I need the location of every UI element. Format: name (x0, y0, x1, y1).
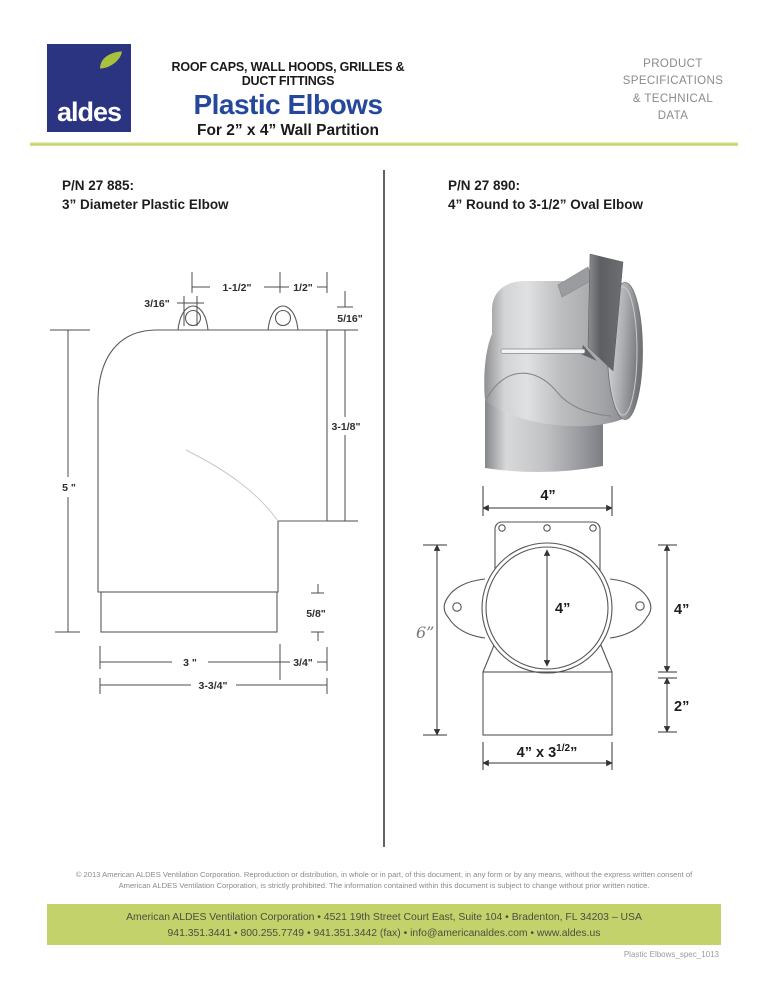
elbow-3d-render (470, 250, 670, 485)
spec-line-1: PRODUCT (643, 58, 703, 70)
copyright-line-1: © 2013 American ALDES Ventilation Corporation. Reproduction or distribution, in whole or in part, of this document, in any form or by any means, without the express written consent of (75, 870, 693, 879)
aldes-logo (47, 44, 131, 132)
right-ear (610, 579, 651, 638)
render-slot (501, 349, 585, 354)
footer-address-bar (47, 904, 721, 945)
leaf-icon (98, 51, 124, 74)
dim-overall-height: 6” (416, 623, 435, 642)
left-part-number: P/N 27 885: (62, 178, 135, 193)
left-ear (444, 579, 485, 638)
dim-tab-spacing: 1-1/2" (222, 282, 252, 294)
dim-edge-offset: 1/2" (293, 282, 313, 294)
header-title-block (158, 60, 418, 140)
document-id: Plastic Elbows_spec_1013 (623, 950, 719, 959)
dimension-lines (50, 272, 358, 694)
copyright-block (40, 869, 728, 892)
header-divider (30, 142, 738, 146)
oval-size-main: 4” x 3 (516, 745, 557, 761)
dim-overall-height: 5 " (62, 482, 76, 494)
dim-plate-width: 4” (540, 488, 556, 504)
mounting-tab (178, 306, 208, 330)
dim-overall-width: 3-3/4" (198, 680, 228, 692)
left-section-heading (62, 177, 229, 215)
dim-circle-diameter: 4” (555, 601, 571, 617)
footer-address-line: American ALDES Ventilation Corporation • 4521 19th Street Court East, Suite 104 • Bradenton, FL 34203 – USA (126, 912, 642, 923)
right-part-number: P/N 27 890: (448, 178, 521, 193)
spec-line-4: DATA (657, 109, 689, 122)
copyright-line-2: American ALDES Ventilation Corporation, is strictly prohibited. The information contained within this document is subject to change without prior written notice. (118, 881, 650, 891)
dim-tab-height: 5/16" (337, 313, 363, 325)
elbow-3in-drawing (50, 250, 380, 720)
oval-size-quote: ” (570, 745, 578, 761)
oval-size-sup: 1/2 (556, 743, 571, 754)
page-title: Plastic Elbows (193, 89, 383, 120)
category-line: ROOF CAPS, WALL HOODS, GRILLES & DUCT FITTINGS (171, 60, 405, 88)
oval-duct-body (483, 672, 612, 735)
page-subtitle: For 2” x 4” Wall Partition (196, 122, 379, 139)
footer-contact-line: 941.351.3441 • 800.255.7749 • 941.351.3442 (fax) • info@americanaldes.com • www.aldes.us (167, 928, 601, 940)
product-spec-label (603, 56, 743, 125)
dim-duct-depth: 3-1/8" (331, 421, 361, 433)
spec-line-3: & TECHNICAL (632, 92, 714, 105)
dim-collar-height: 5/8" (306, 608, 326, 620)
render-shapes (484, 254, 642, 472)
dim-step-width: 3/4" (293, 657, 313, 669)
dim-oval-height: 2” (674, 699, 690, 715)
dim-round-height: 4” (674, 602, 690, 618)
right-section-heading (448, 177, 643, 215)
mounting-tab (268, 306, 298, 330)
elbow-4in-diagram (415, 480, 740, 780)
elbow-outline (98, 306, 327, 632)
spec-line-2: SPECIFICATIONS (622, 75, 724, 88)
logo-wordmark: aldes (56, 97, 122, 127)
left-product-name: 3” Diameter Plastic Elbow (62, 196, 229, 212)
right-product-name: 4” Round to 3-1/2” Oval Elbow (448, 196, 644, 212)
dim-tab-width: 3/16" (144, 298, 170, 310)
column-divider (383, 170, 385, 847)
dimension-labels (62, 282, 363, 692)
dim-body-width: 3 " (183, 657, 197, 669)
dim-oval-size (517, 743, 578, 761)
